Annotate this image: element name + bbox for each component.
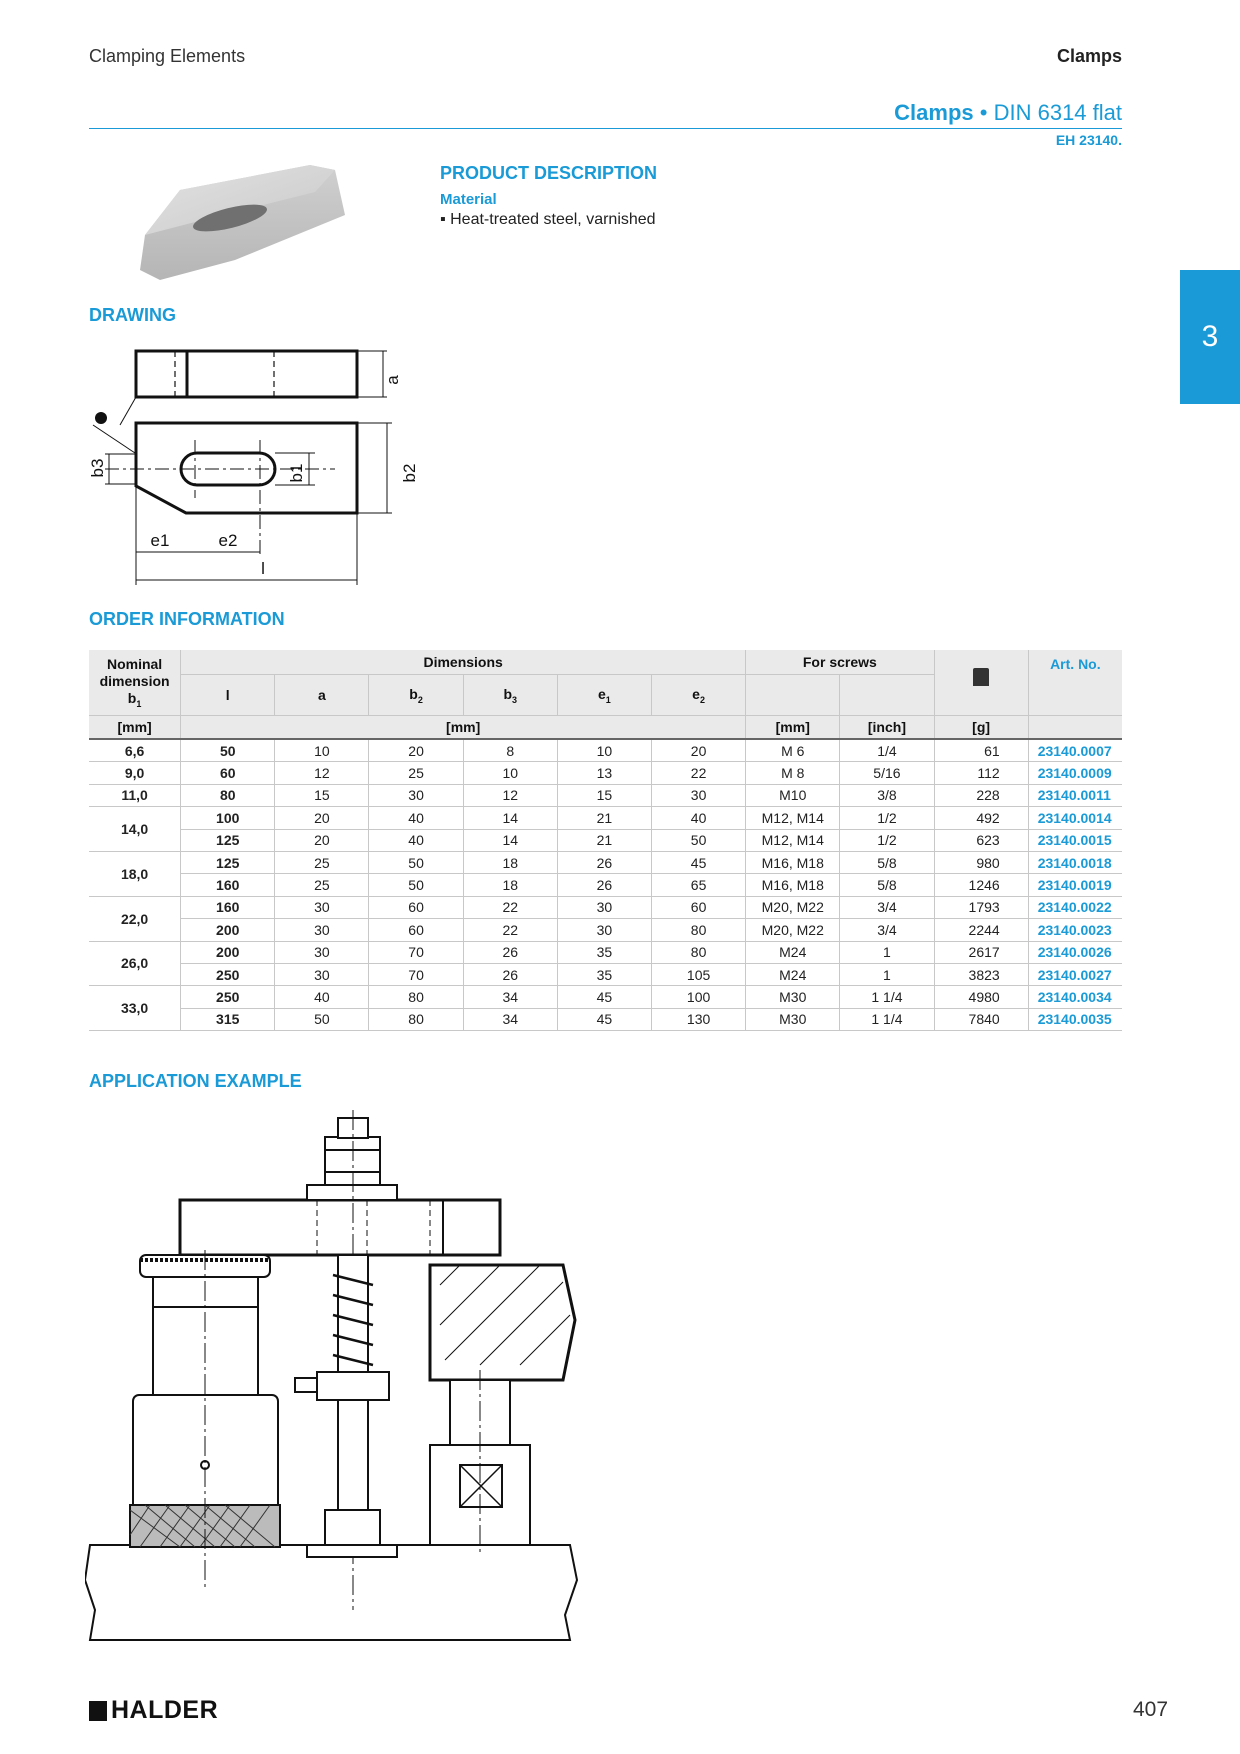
table-row	[89, 784, 1122, 806]
product-code: EH 23140.	[1055, 132, 1122, 148]
cell-e1: 15	[557, 784, 651, 806]
cell-b3: 26	[463, 941, 557, 963]
cell-g: 2244	[934, 919, 1028, 941]
cell-inch: 1 1/4	[840, 986, 934, 1008]
cell-b3: 22	[463, 919, 557, 941]
cell-g: 7840	[934, 1008, 1028, 1030]
cell-g: 623	[934, 829, 1028, 851]
cell-b3: 14	[463, 829, 557, 851]
title-bullet: •	[973, 100, 994, 125]
label-b3: b3	[88, 458, 107, 478]
col-e2: $e_2$	[652, 675, 746, 716]
cell-g: 980	[934, 851, 1028, 873]
cell-g: 2617	[934, 941, 1028, 963]
cell-nominal: 22,0	[89, 896, 181, 941]
cell-e2: 30	[652, 784, 746, 806]
cell-e1: 35	[557, 963, 651, 985]
cell-art[interactable]: 23140.0026	[1028, 941, 1122, 963]
cell-b3: 10	[463, 762, 557, 784]
cell-b3: 8	[463, 739, 557, 762]
cell-l: 100	[181, 807, 275, 829]
cell-e1: 45	[557, 1008, 651, 1030]
cell-g: 492	[934, 807, 1028, 829]
title-rule	[89, 128, 1122, 129]
unit-dimensions: [mm]	[181, 716, 746, 740]
cell-a: 30	[275, 896, 369, 918]
cell-l: 250	[181, 986, 275, 1008]
cell-l: 250	[181, 963, 275, 985]
cell-b3: 34	[463, 1008, 557, 1030]
cell-e2: 130	[652, 1008, 746, 1030]
cell-inch: 1 1/4	[840, 1008, 934, 1030]
cell-e2: 45	[652, 851, 746, 873]
cell-mm: M16, M18	[746, 874, 840, 896]
cell-e2: 80	[652, 941, 746, 963]
col-screw-mm	[746, 675, 840, 716]
chapter-tab[interactable]: 3	[1180, 270, 1240, 404]
cell-nominal: 6,6	[89, 739, 181, 762]
cell-b2: 50	[369, 874, 463, 896]
cell-mm: M16, M18	[746, 851, 840, 873]
cell-g: 1246	[934, 874, 1028, 896]
cell-nominal: 9,0	[89, 762, 181, 784]
cell-nominal: 18,0	[89, 851, 181, 896]
cell-b2: 40	[369, 807, 463, 829]
cell-a: 40	[275, 986, 369, 1008]
cell-g: 4980	[934, 986, 1028, 1008]
table-row	[89, 807, 1122, 829]
page-number: 407	[1133, 1698, 1169, 1721]
cell-b3: 18	[463, 851, 557, 873]
cell-b3: 34	[463, 986, 557, 1008]
cell-e1: 26	[557, 874, 651, 896]
material-item: ▪ Heat-treated steel, varnished	[440, 211, 656, 228]
cell-art[interactable]: 23140.0007	[1028, 739, 1122, 762]
table-row	[89, 851, 1122, 873]
cell-inch: 1	[840, 963, 934, 985]
cell-e1: 30	[557, 919, 651, 941]
label-b1: b1	[287, 463, 306, 483]
cell-e1: 10	[557, 739, 651, 762]
cell-art[interactable]: 23140.0011	[1028, 784, 1122, 806]
cell-art[interactable]: 23140.0034	[1028, 986, 1122, 1008]
cell-mm: M24	[746, 963, 840, 985]
cell-mm: M 8	[746, 762, 840, 784]
application-example-drawing	[85, 1110, 585, 1650]
cell-l: 200	[181, 941, 275, 963]
cell-g: 112	[934, 762, 1028, 784]
cell-b2: 20	[369, 739, 463, 762]
cell-b3: 22	[463, 896, 557, 918]
col-b2: $b_2$	[369, 675, 463, 716]
label-a: a	[383, 375, 402, 385]
cell-a: 20	[275, 829, 369, 851]
cell-a: 30	[275, 919, 369, 941]
material-label: Material	[440, 191, 497, 208]
cell-inch: 1/2	[840, 829, 934, 851]
cell-b3: 12	[463, 784, 557, 806]
product-photo	[135, 160, 375, 285]
application-example-heading: APPLICATION EXAMPLE	[89, 1071, 302, 1091]
cell-art[interactable]: 23140.0019	[1028, 874, 1122, 896]
order-header-row-1	[89, 650, 1122, 675]
cell-l: 50	[181, 739, 275, 762]
cell-art[interactable]: 23140.0027	[1028, 963, 1122, 985]
cell-l: 200	[181, 919, 275, 941]
unit-nominal: [mm]	[89, 716, 181, 740]
cell-g: 1793	[934, 896, 1028, 918]
cell-e2: 65	[652, 874, 746, 896]
cell-e2: 105	[652, 963, 746, 985]
cell-b2: 30	[369, 784, 463, 806]
cell-inch: 1/4	[840, 739, 934, 762]
cell-inch: 1/2	[840, 807, 934, 829]
halder-logo-icon	[89, 1701, 107, 1721]
cell-a: 12	[275, 762, 369, 784]
cell-inch: 3/8	[840, 784, 934, 806]
order-table-body	[89, 739, 1122, 1031]
table-row	[89, 874, 1122, 896]
cell-inch: 3/4	[840, 896, 934, 918]
cell-art[interactable]: 23140.0015	[1028, 829, 1122, 851]
col-screw-inch	[840, 675, 934, 716]
title-main: Clamps	[894, 100, 974, 125]
label-e1: e1	[150, 531, 170, 550]
header-category: Clamps	[1056, 46, 1122, 66]
order-units-row	[89, 716, 1122, 740]
cell-inch: 5/8	[840, 874, 934, 896]
cell-e1: 21	[557, 807, 651, 829]
label-e2: e2	[218, 531, 238, 550]
col-dimensions-group: Dimensions	[181, 650, 746, 675]
cell-nominal: 11,0	[89, 784, 181, 806]
cell-l: 160	[181, 896, 275, 918]
cell-e2: 100	[652, 986, 746, 1008]
cell-e2: 50	[652, 829, 746, 851]
label-l: l	[261, 559, 265, 578]
cell-inch: 5/8	[840, 851, 934, 873]
cell-l: 80	[181, 784, 275, 806]
cell-e1: 30	[557, 896, 651, 918]
cell-l: 315	[181, 1008, 275, 1030]
cell-l: 125	[181, 829, 275, 851]
cell-a: 20	[275, 807, 369, 829]
cell-mm: M 6	[746, 739, 840, 762]
col-l: l	[181, 675, 275, 716]
unit-art	[1028, 716, 1122, 740]
cell-nominal: 33,0	[89, 986, 181, 1031]
cell-b2: 80	[369, 1008, 463, 1030]
surface-symbol-icon	[95, 412, 107, 424]
cell-a: 25	[275, 851, 369, 873]
cell-g: 3823	[934, 963, 1028, 985]
cell-art[interactable]: 23140.0035	[1028, 1008, 1122, 1030]
unit-weight: [g]	[934, 716, 1028, 740]
cell-b2: 80	[369, 986, 463, 1008]
cell-art[interactable]: 23140.0009	[1028, 762, 1122, 784]
unit-screw-mm: [mm]	[746, 716, 840, 740]
cell-inch: 3/4	[840, 919, 934, 941]
cell-mm: M30	[746, 986, 840, 1008]
cell-art[interactable]: 23140.0023	[1028, 919, 1122, 941]
logo-text: HALDER	[111, 1696, 219, 1724]
cell-mm: M12, M14	[746, 829, 840, 851]
cell-art[interactable]: 23140.0022	[1028, 896, 1122, 918]
cell-b2: 60	[369, 896, 463, 918]
table-row	[89, 1008, 1122, 1030]
col-article-number: Art. No.	[1028, 650, 1122, 716]
cell-e2: 20	[652, 739, 746, 762]
col-e1: $e_1$	[557, 675, 651, 716]
cell-b2: 40	[369, 829, 463, 851]
cell-e1: 35	[557, 941, 651, 963]
cell-a: 30	[275, 941, 369, 963]
cell-a: 30	[275, 963, 369, 985]
cell-e1: 26	[557, 851, 651, 873]
header-section-label: Clamping Elements	[89, 46, 246, 66]
cell-mm: M20, M22	[746, 919, 840, 941]
cell-b2: 25	[369, 762, 463, 784]
cell-mm: M10	[746, 784, 840, 806]
weight-icon	[973, 668, 989, 686]
page-title	[894, 100, 1122, 126]
col-weight	[934, 650, 1028, 716]
table-row	[89, 896, 1122, 918]
table-row	[89, 739, 1122, 762]
cell-l: 125	[181, 851, 275, 873]
col-b3: $b_3$	[463, 675, 557, 716]
cell-nominal: 14,0	[89, 807, 181, 852]
table-row	[89, 829, 1122, 851]
table-row	[89, 762, 1122, 784]
cell-a: 25	[275, 874, 369, 896]
cell-b2: 50	[369, 851, 463, 873]
cell-e1: 21	[557, 829, 651, 851]
technical-drawing	[85, 340, 435, 595]
col-for-screws-group: For screws	[746, 650, 934, 675]
cell-e1: 45	[557, 986, 651, 1008]
unit-screw-inch: [inch]	[840, 716, 934, 740]
drawing-heading: DRAWING	[89, 305, 176, 325]
cell-e1: 13	[557, 762, 651, 784]
cell-e2: 80	[652, 919, 746, 941]
cell-e2: 60	[652, 896, 746, 918]
table-row	[89, 919, 1122, 941]
cell-inch: 5/16	[840, 762, 934, 784]
cell-art[interactable]: 23140.0018	[1028, 851, 1122, 873]
cell-a: 15	[275, 784, 369, 806]
table-row	[89, 963, 1122, 985]
material-item-text: Heat-treated steel, varnished	[450, 211, 656, 228]
cell-mm: M30	[746, 1008, 840, 1030]
cell-b2: 70	[369, 963, 463, 985]
title-sub: DIN 6314 flat	[993, 100, 1122, 125]
cell-b3: 18	[463, 874, 557, 896]
cell-e2: 22	[652, 762, 746, 784]
col-a: a	[275, 675, 369, 716]
cell-l: 160	[181, 874, 275, 896]
cell-mm: M20, M22	[746, 896, 840, 918]
col-nominal-dimension: Nominal dimension $b_1$	[89, 650, 181, 716]
cell-inch: 1	[840, 941, 934, 963]
cell-art[interactable]: 23140.0014	[1028, 807, 1122, 829]
cell-a: 50	[275, 1008, 369, 1030]
label-b2: b2	[400, 463, 419, 483]
order-information-heading: ORDER INFORMATION	[89, 609, 285, 629]
table-row	[89, 986, 1122, 1008]
cell-mm: M12, M14	[746, 807, 840, 829]
cell-b3: 26	[463, 963, 557, 985]
cell-g: 228	[934, 784, 1028, 806]
cell-mm: M24	[746, 941, 840, 963]
cell-e2: 40	[652, 807, 746, 829]
cell-a: 10	[275, 739, 369, 762]
order-table	[89, 650, 1122, 1031]
table-row	[89, 941, 1122, 963]
halder-logo	[89, 1696, 218, 1725]
cell-b3: 14	[463, 807, 557, 829]
cell-b2: 60	[369, 919, 463, 941]
product-description-heading: PRODUCT DESCRIPTION	[440, 163, 658, 183]
cell-g: 61	[934, 739, 1028, 762]
cell-b2: 70	[369, 941, 463, 963]
cell-l: 60	[181, 762, 275, 784]
cell-nominal: 26,0	[89, 941, 181, 986]
